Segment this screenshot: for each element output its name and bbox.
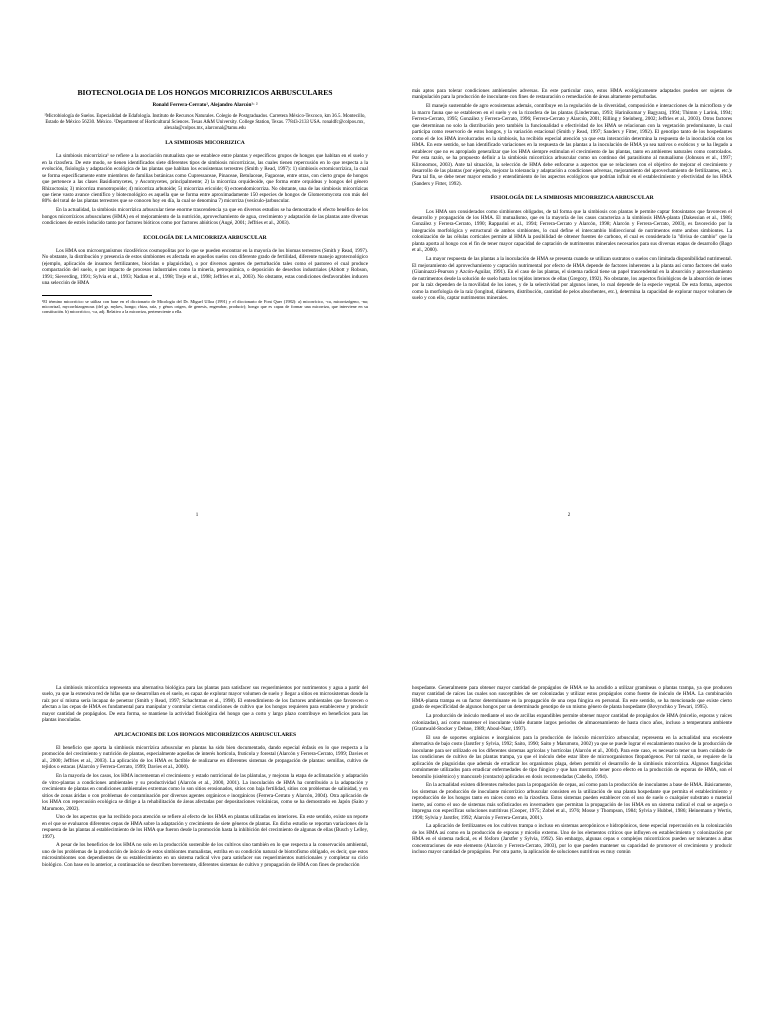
section-heading-aplicaciones: APLICACIONES DE LOS HONGOS MICORRÍZICOS ARBUSCULARES bbox=[113, 731, 297, 738]
paragraph: Los HMA son microorganismos rizosféricos cosmopolitas por lo que se pueden encontrar en la mayoría de los biomas terrestres (Smith y Read, 1997). No obstante, la distribución y presencia de estos simbiontes es afectada en aquellos suelos con diferente grado de fertilidad, diferente manejo agrotecnológico (ejemplo, aplicación de insumos fertilizantes, biocidas o plaguicidas), o por diversos agentes de perturbación tales como el pastoreo el cual produce compactación del suelo, o por impacto de procesos industriales como la minería, petroquímica, o deposición de desechos industriales (Abbott y Robson, 1991; Sieverding, 1991; Sylvia et al., 1993; Nadian et al., 1998; Trejo et al., 1998; Jeffries et al., 2003). No obstante, estas condiciones desfavorables inducen una selección de HMA bbox=[42, 247, 368, 287]
paragraph: La mayor respuesta de las plantas a la inoculación de HMA se presenta cuando se utilizan sustratos o suelos con limitada disponibilidad nutrimental. El mejoramiento del aprovechamiento y captación nutrimental por efecto de HMA depende de factores inherentes a la planta así como factores del suelo (Gianinazzi-Pearson y Azcón-Aguilar, 1991). En el caso de las plantas, el sistema radical tiene un papel trascendental en la absorción y aprovechamiento de nutrimentos desde la solución de suelo hasta los tejidos internos de ellas (Gregory, 1992). No obstante, los aspectos fisiológicos de la absorción de iones por la raíz dependen de la movilidad de los iones, y de la selectividad por algunos iones, lo cual depende de la especie vegetal. De esta forma, aspectos como la morfología de la raíz (longitud, diámetro, distribución, cantidad de pelos absorbentes, etc.), determina la capacidad de explorar mayor volumen de suelo y con ello, captar nutrimentos minerales. bbox=[412, 256, 732, 301]
page-3 bbox=[12, 675, 382, 1024]
paragraph: La simbiosis micorrízica representa una alternativa biológica para las plantas para satisfacer sus requerimientos por nutrimentos y agua a partir del suelo, ya que la extensiva red de hifas que se desarrollan en el suelo, es capaz de explorar mayor volumen de suelo y llegar a sitios en microsistemas donde la raíz por sí misma sería incapaz de penetrar (Smith y Read, 1997; Schachtman et al., 1998). El entendimiento de los factores ambientales que favorecen o afectan a las cepas de HMA es fundamental para manipular y controlar ciertas condiciones de cultivo que los hongos requieren para establecerse y producir mayor cantidad de propágulos. De esta forma, se mantiene la actividad fisiológica del hongo que a corto y largo plazo contribuye en beneficios para las plantas inoculadas. bbox=[42, 685, 368, 724]
affiliation: ¹Microbiología de Suelos. Especialidad de Edafología. Instituto de Recursos Naturales. Colegio de Postgraduados. Carretera México-Texcoco, km 36.5. Montecillo, Estado de México 56230. México. ²Department of Horticultural Sciences. Texas A&M University. College Station, Texas. 77843-2133 USA. ronaldfc@colpos.mx, alexala@colpos.mx, alarconal@tamu.edu bbox=[44, 113, 366, 131]
paragraph: A pesar de los beneficios de los HMA no solo en la producción sostenible de los cultivos sino también en lo que respecta a la conservación ambiental, uno de los problemas de la producción de inóculo de estos simbiontes mutualistas, estriba en su condición natural de biotrofismo obligado, es decir, que estos microsimbiontes son dependientes de su establecimiento en un sistema radical vivo para satisfacer sus requerimientos nutricionales y completar su ciclo biológico. Con base en lo anterior, a continuación se describen brevemente, diferentes sistemas de cultivo y propagación de HMA con fines de producción bbox=[42, 842, 368, 868]
page-1 bbox=[12, 0, 382, 527]
section-heading-fisiologia: FISIOLOGÍA DE LA SIMBIOSIS MICORRIZICA ARBUSCULAR bbox=[490, 195, 654, 202]
paragraph: En la actualidad, la simbiosis micorrízica arbuscular tiene enorme trascendencia ya que en diversos estudios se ha demostrado el efecto benéfico de los hongos micorrízicos arbusculares (HMA) en el mejoramiento de la nutrición, aprovechamiento de agua, crecimiento y adaptación de las plantas ante diversas condiciones de estrés inducido tanto por factores bióticos como por factores abióticos (Augé, 2001; Jeffries et al., 2003). bbox=[42, 207, 368, 227]
page-4 bbox=[384, 675, 754, 1024]
footnote-rule bbox=[42, 295, 152, 296]
section-heading-simbiosis: LA SIMBIOSIS MICORRIZICA bbox=[165, 140, 245, 147]
paragraph: más aptos para tolerar condiciones ambientales adversas. En este particular caso, estos HMA ecológicamente adaptados pueden ser sujetos de manipulación para la producción de inoculante con fines de restauración o remediación de áreas altamente perturbadas. bbox=[412, 88, 732, 101]
paragraph: El manejo sustentable de agro ecosistemas además, contribuye en la regulación de la diversidad, composición e interacciones de la microflora y de la macro fauna que se establecen en el suelo y en la rizosfera de las plantas (Linderman, 1993; Harinikumar y Bagyaraj, 1994; Thimm y Larink, 1994; Ferrera-Cerrato, 1995; González y Ferrera-Cerrato, 1996; Ferrera-Cerrato y Alarcón, 2001; Rilling y Steinberg, 2002; Jeffries et al., 2003). Otros factores que determinan no solo la distribución pero también la funcionalidad o efectividad de los HMA se relacionan con la vegetación predominante, la cual participa como reservorio de estos hongos, y la variación estacional (Smith y Read, 1997; Sanders y Fitter, 1992). El genotipo tanto de los hospedantes como el de los HMA involucrados en la simbiosis, ha recibido especial atención ya que esta interacción determina la respuesta de la inoculación con los HMA. En este sentido, se han identificado variaciones en la respuesta de las plantas a la inoculación de HMA ya sea nativos o exóticos y se ha llegado a establecer que no es apropiado generalizar que los HMA siempre estimulan el crecimiento de las plantas, tanto en ambientes naturales como controlados. Por esta razón, se ha propuesto definir a la simbiosis micorrízica arbuscular como un continuo del parasitismo al mutualismo (Johnson et al., 1997; Klironomos, 2003). Ante tal situación, la selección de HMA debe enfocarse a aspectos que se relacionen con el objetivo de mejorar el crecimiento y desarrollo de las plantas (por ejemplo, mejorar la tolerancia y adaptación a condiciones adversas, mejoramiento del aprovechamiento de fertilizantes, etc.). Para tal fin, se debe tener mayor estudio y entendimiento de los aspectos ecológicos que podrían influir en el establecimiento y efectividad de los HMA (Sanders y Fitter, 1992). bbox=[412, 103, 732, 187]
section-heading-ecologia: ECOLOGÍA DE LA MICORRIZA ARBUSCULAR bbox=[143, 234, 267, 241]
page-number: 2 bbox=[567, 512, 571, 518]
paragraph: La aplicación de fertilizantes en los cultivos trampa o incluso en sistemas aeropónicos e hidropónicos, tiene especial repercusión en la colonización de los HMA así como en la producción de esporas y micelio externo. Uno de los elementos críticos que influyen en establecimiento y colonización por HMA en el sistema radical, es el fósforo (Jarstfer y Sylvia, 1992). Sin embargo, algunas cepas o complejos micorrízicos pueden ser tolerantes a altas concentraciones de este elemento (Alarcón y Ferrera-Cerrato, 2003), por lo que pueden mantener su capacidad de promover el crecimiento y producir incluso mayor cantidad de propágulos. Por otra parte, la aplicación de soluciones nutritivas es muy común bbox=[412, 823, 732, 856]
page-2 bbox=[384, 0, 754, 527]
paragraph: hospedante. Generalmente para obtener mayor cantidad de propágulos de HMA se ha acudido a utilizar gramíneas o plantas trampa, ya que producen mayor cantidad de raíces las cuales son susceptibles de ser colonizadas y utilizar estos propágulos como fuente de inóculo de HMA. La combinación HMA-planta trampa es un factor determinante en la propagación de una cepa fúngica en personal. En este sentido, se ha mencionado que existe cierto grado de especificidad de algunos hongos por un determinado genotipo de un mismo género de planta hospedante (Bovynchko y Tewari, 1995). bbox=[412, 685, 732, 711]
paragraph: El beneficio que aporta la simbiosis micorrízica arbuscular en plantas ha sido bien documentado, dando especial énfasis en lo que respecta a la promoción del crecimiento y nutrición de plantas, especialmente aquellas de interés hortícola, frutícola y forestal (Alarcón y Ferrera-Cerrato, 1999; Davies et al., 2000; Jeffries et al., 2003). La aplicación de los HMA es factible de realizarse en diferentes sistemas de propagación de plantas: semillas, cultivo de tejidos o estacas (Alarcón y Ferrera-Cerrato, 1999; Davies et al., 2000). bbox=[42, 744, 368, 771]
page-gap bbox=[0, 527, 768, 675]
paragraph: En la actualidad existen diferentes métodos para la propagación de cepas, así como para la producción de inoculantes a base de HMA. Básicamente, los sistemas de producción de inoculante micorrízico arbuscular consisten en la utilización de una planta hospedante que permita el establecimiento y reproducción de los hongos tanto en raíces como en la rizosfera. Estos sistemas pueden establecer con el uso de suelo o cualquier substrato o material inerte, así como el uso de sistemas más sofisticados en invernadero que permitan la propagación de los HMA en un sistema radical el cual se asperja o impregna con específicas soluciones nutritivas (Cooper, 1975; Zobel et al., 1976; Mosse y Thompson, 1984; Sylvia y Hubbel, 1986; Heinemann y Wertis, 1990; Sylvia y Jarstfer, 1992; Alarcón y Ferrera-Cerrato, 2001). bbox=[412, 782, 732, 821]
paragraph: El uso de soportes orgánicos e inorgánicos para la producción de inóculo micorrízico arbuscular, representa en la actualidad una excelente alternativa de bajo costo (Jarstfer y Sylvia, 1992; Saito, 1990; Saito y Marumoto, 2002) ya que se puede lograr el escalamiento masivo de la producción de inoculante para ser utilizado en los diferentes sistemas agrícolas y hortícolas (Alarcón et al., 2004). Para este caso, es necesario tener un buen cuidado de las condiciones de cultivo de las plantas trampa, ya que el inóculo debe estar libre de microorganismos fitopatógenos. Por tal razón, se requiere de la aplicación de plaguicidas que además de erradicar los organismos plaga, deben permitir el desarrollo de la simbiosis micorrízica. Algunos fungicidas comúnmente utilizados para erradicar enfermedades de tipo fúngico y que han mostrado tener poco efecto en la producción de esporas de HMA, son el benomilo (sistémico) y mancozeb (contacto) aplicados en dosis recomendadas (Cabello, 1994). bbox=[412, 734, 732, 780]
paragraph: La simbiosis micorrízica¹ se refiere a la asociación mutualista que se establece entre plantas y específicos grupos de hongos que habitan en el suelo y en la rizosfera. De este modo, se tienen identificados siete diferentes tipos de simbiosis micorrízicas, las cuales tienen repercusión en lo que respecta a la evolución, fisiología y adaptación ecológica de las plantas que habitan los ecosistemas terrestres (Smith y Read, 1997): 1) simbiosis ectomicorrízica, la cual se forma específicamente entre miembros de familias botánicas como Cupressaceae, Pinaceae, Betulaceae, Fagaceae, entre otras, con cierto grupo de hongos que pertenece a las clases Basidiomycetes, y Ascomycetes, principalmente; 2) la micorriza orquideoide, que forma entre orquídeas y hongos del género Rhizoctonia; 3) micorriza monotropoide; 4) micorriza arbutoide; 5) micorriza ericoide; 6) ectoendomicorriza. No obstante, una de las simbiosis micorrízicas que tiene vasto avance científico y biotecnológico es aquella que se forma entre aproximadamente 150 especies de hongos de Glomeromycota con más del 80% del total de las plantas terrestres que se conocen hoy en día, la cual se denomina 7) micorriza (vesículo-)arbuscular. bbox=[42, 153, 368, 205]
paragraph: Uno de los aspectos que ha recibido poca atención se refiere al efecto de los HMA en plantas utilizadas en interiores. En este sentido, existe un reporte en el que se evaluaron diferentes cepas de HMA sobre la adaptación y crecimiento de siete géneros de plantas. En dicho estudio se reportan variaciones de la respuesta de las plantas al establecimiento de los HMA que fueron desde la promoción hasta la inhibición del crecimiento de algunas de ellas (Busch y Lelley, 1997). bbox=[42, 814, 368, 840]
footnote: ¹El término micorrícico se utiliza con base en el diccionario de Micología del Dr. Miguel Ulloa (1991) y el diccionario de Font Quer (1982): a) micorrícico, -ca, micorrizógeno, -na; micorrizal, mycorrhizogenous (del gr. mykes, hongo; rhiza, raíz, y génos origen, de genesis, engendrar, producir); hongo que es capaz de formar una micorriza, que interviene en su constitución. b) micorrícico, -ca, adj. Relativo a la micorriza, perteneciente a ella. bbox=[42, 298, 368, 315]
authors: Ronald Ferrera-Cerrato¹, Alejandro Alarcón¹· ² bbox=[152, 102, 258, 109]
page-number: 1 bbox=[195, 512, 199, 518]
paragraph: Los HMA son considerados como simbiontes obligados, de tal forma que la simbiosis con plantas le permite captar fotosintatos que favorecen el desarrollo y propagación de los HMA. El mutualismo, que en la mayoría de los casos caracteriza a la simbiosis HMA-planta (Dakessian et al., 1986; González y Ferrera-Cerrato, 1990; Rapparini et al., 1994; Ferrera-Cerrato y Alarcón, 1998; Alarcón y Ferrera-Cerrato, 2003), es favorecido por la integración morfológica y estructural de ambos simbiontes, lo cual define el intercambio bidireccional de nutrimentos entre ambos simbiontes. La colonización de las células corticales permite al HMA la posibilidad de obtener fuentes de carbono, el cual es considerado la "divisa de cambio" que la planta aporta al hongo con el fin de tener mayor capacidad de captación de nutrimentos minerales necesarios para sus diversas etapas de desarrollo (Bago et al., 2000). bbox=[412, 208, 732, 254]
paragraph: La producción de inóculo mediante el uso de arcillas expandibles permite obtener mayor cantidad de propágulos de HMA (micelio, esporas y raíces colonizadas), así como mantener el inoculante viable durante largos periodos de almacenamiento de hasta cinco años, incluso a temperatura ambiente (Grantwald-Stocker y Dehne, 1989; Aboul-Nasr, 1997). bbox=[412, 713, 732, 733]
paragraph: En la mayoría de los casos, los HMA incrementan el crecimiento y estado nutricional de las plántulas, y mejoran la etapa de aclimatación y adaptación de vitro-plantas a condiciones ambientales y su productividad (Alarcón et al., 2000, 2001). La inoculación de HMA ha contribuido a la adaptación y crecimiento de plantas en condiciones ambientales extremas como lo son sitios erosionados, sitios con baja fertilidad, sitios con problemas de salinidad, y en sitios de zonas áridas o con problemas de contaminación por diversos agentes orgánicos e inorgánicos (Ferrera-Cerrato y Alarcón, 2004). Otra aplicación de los HMA con repercusión ecológica se dirige a la rehabilitación de áreas afectadas por depositaciones volcánicas, como se ha demostrado en Japón (Saito y Marumoto, 2002). bbox=[42, 773, 368, 812]
paper-title: BIOTECNOLOGIA DE LOS HONGOS MICORRIZICOS ARBUSCULARES bbox=[77, 88, 333, 97]
